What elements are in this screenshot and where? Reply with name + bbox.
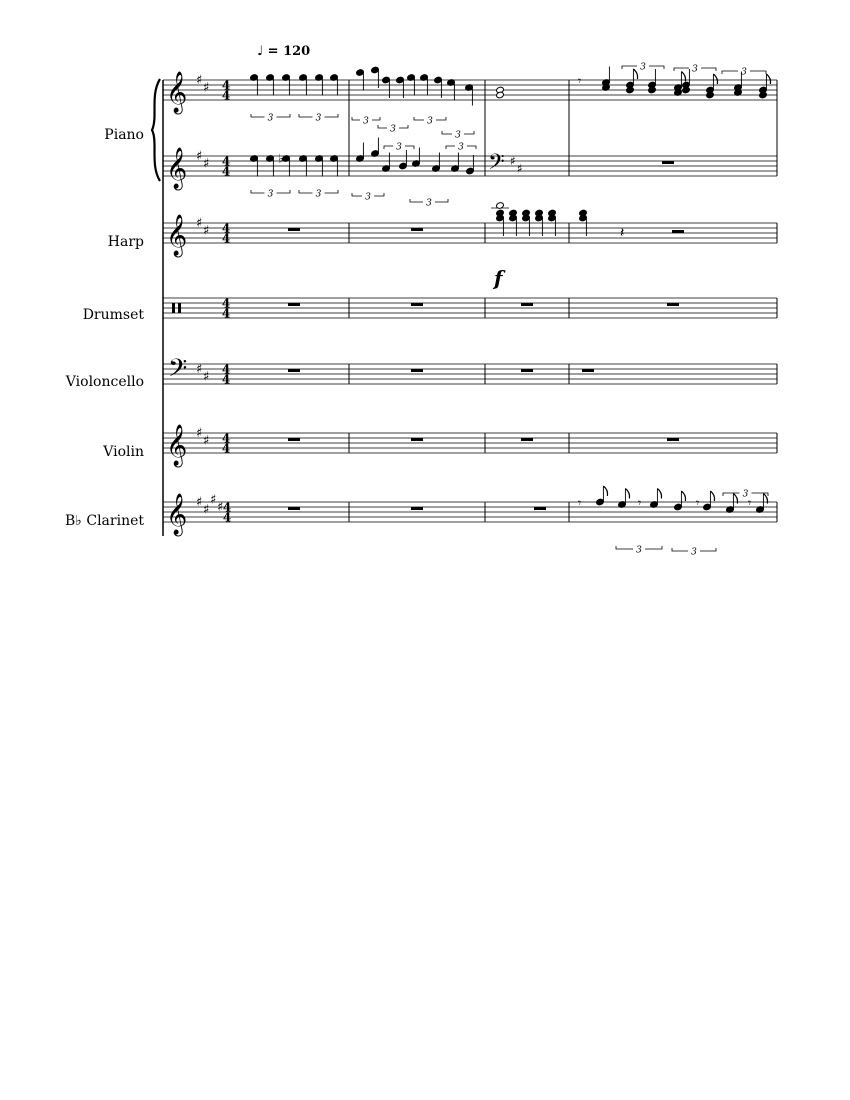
time-sig-denominator: 4 [221,441,231,456]
whole-rest [288,507,300,510]
flag [710,491,714,501]
key-sharp: ♯ [517,161,523,176]
whole-rest [288,303,300,306]
eighth-rest: 𝄾 [578,496,582,510]
instrument-label-violin: Violin [103,444,144,460]
tuplet-number: 3 [315,113,322,124]
flag [633,69,637,79]
time-sig-denominator: 4 [221,231,231,246]
treble-clef: 𝄞 [166,148,188,189]
instrument-label-harp: Harp [107,234,144,250]
time-sig-denominator: 4 [221,88,231,103]
tuplet-number: 3 [365,192,371,203]
key-sharp: ♯ [196,495,203,510]
tuplet-number: 3 [640,62,646,73]
tuplet-number: 3 [691,547,697,558]
treble-clef: 𝄞 [166,494,188,535]
treble-clef: 𝄞 [166,425,188,466]
time-sig-numerator: 4 [221,431,231,446]
tuplet-number: 3 [363,116,369,127]
whole-rest [411,438,423,441]
quarter-rest: 𝄽 [620,225,625,241]
eighth-rest: 𝄾 [578,74,582,88]
time-sig-denominator: 4 [221,372,231,387]
instrument-label-clarinet: B♭ Clarinet [65,513,144,529]
tuplet-number: 3 [692,64,698,75]
bass-clef-change: 𝄢 [488,150,505,180]
whole-rest [662,161,674,164]
key-sharp: ♯ [203,156,210,172]
whole-rest [521,303,533,306]
time-sig-numerator: 4 [221,154,231,169]
key-sharp: ♯ [203,80,210,96]
tempo-marking: ♩ = 120 [257,44,311,59]
bass-clef: 𝄢 [168,354,188,389]
whole-rest [521,438,533,441]
whole-rest [667,303,679,306]
key-sharp: ♯ [210,492,217,508]
percussion-clef [178,303,181,313]
flag [603,486,607,496]
dynamic-forte: f [494,266,503,290]
tuplet-number: 3 [396,142,402,153]
piano-brace [152,79,160,181]
flag [657,489,661,499]
key-sharp: ♯ [196,216,203,231]
key-sharp: ♯ [510,154,516,168]
percussion-clef [172,303,175,313]
tuplet-number: 3 [426,198,432,209]
eighth-rest: 𝄾 [696,496,700,510]
flag [625,489,629,499]
tuplet-number: 3 [390,124,396,135]
eighth-rest: 𝄾 [748,496,752,510]
whole-rest [411,369,423,372]
key-sharp: ♯ [196,426,203,441]
key-sharp: ♯ [196,362,203,377]
key-sharp: ♯ [203,502,210,518]
time-sig-numerator: 4 [221,78,231,93]
whole-rest [288,369,300,372]
flag [713,74,717,84]
time-sig-denominator: 4 [222,510,232,525]
time-sig-numerator: 4 [222,500,232,515]
flat-accidental: ♭ [278,151,284,166]
whole-rest [534,507,546,510]
tuplet-number: 3 [741,67,747,78]
tuplet-number: 3 [742,489,749,500]
instrument-label-drumset: Drumset [82,307,144,323]
flag [766,74,770,84]
eighth-rest: 𝄾 [638,496,642,510]
staff-prefixes [166,71,523,536]
whole-rest [411,228,423,231]
whole-rest [411,303,423,306]
time-sig-numerator: 4 [221,296,231,311]
tuplet-number: 3 [315,189,322,200]
key-sharp: ♯ [196,149,203,164]
flag [681,491,685,501]
treble-clef: 𝄞 [166,72,188,113]
time-sig-denominator: 4 [221,306,231,321]
time-sig-numerator: 4 [221,221,231,236]
tuplet-number: 3 [455,130,461,141]
half-rest [672,230,684,233]
instrument-label-violoncello: Violoncello [65,374,144,390]
whole-rest [411,507,423,510]
whole-rest [582,369,594,372]
whole-rest [667,438,679,441]
tuplet-number: 3 [267,189,274,200]
key-sharp: ♯ [196,73,203,88]
tuplet-number: 3 [267,113,274,124]
tuplet-number: 3 [427,116,433,127]
whole-rest [288,228,300,231]
key-sharp: ♯ [203,369,210,385]
whole-rest [288,438,300,441]
key-sharp: ♯ [203,223,210,239]
key-sharp: ♯ [217,500,224,515]
whole-rest [521,369,533,372]
music-content [250,63,771,558]
time-sig-denominator: 4 [221,164,231,179]
tuplet-number: 3 [636,545,642,556]
instrument-label-piano: Piano [104,127,144,143]
treble-clef: 𝄞 [166,215,188,256]
tuplet-number: 3 [458,142,464,153]
key-sharp: ♯ [203,433,210,449]
time-sig-numerator: 4 [221,362,231,377]
